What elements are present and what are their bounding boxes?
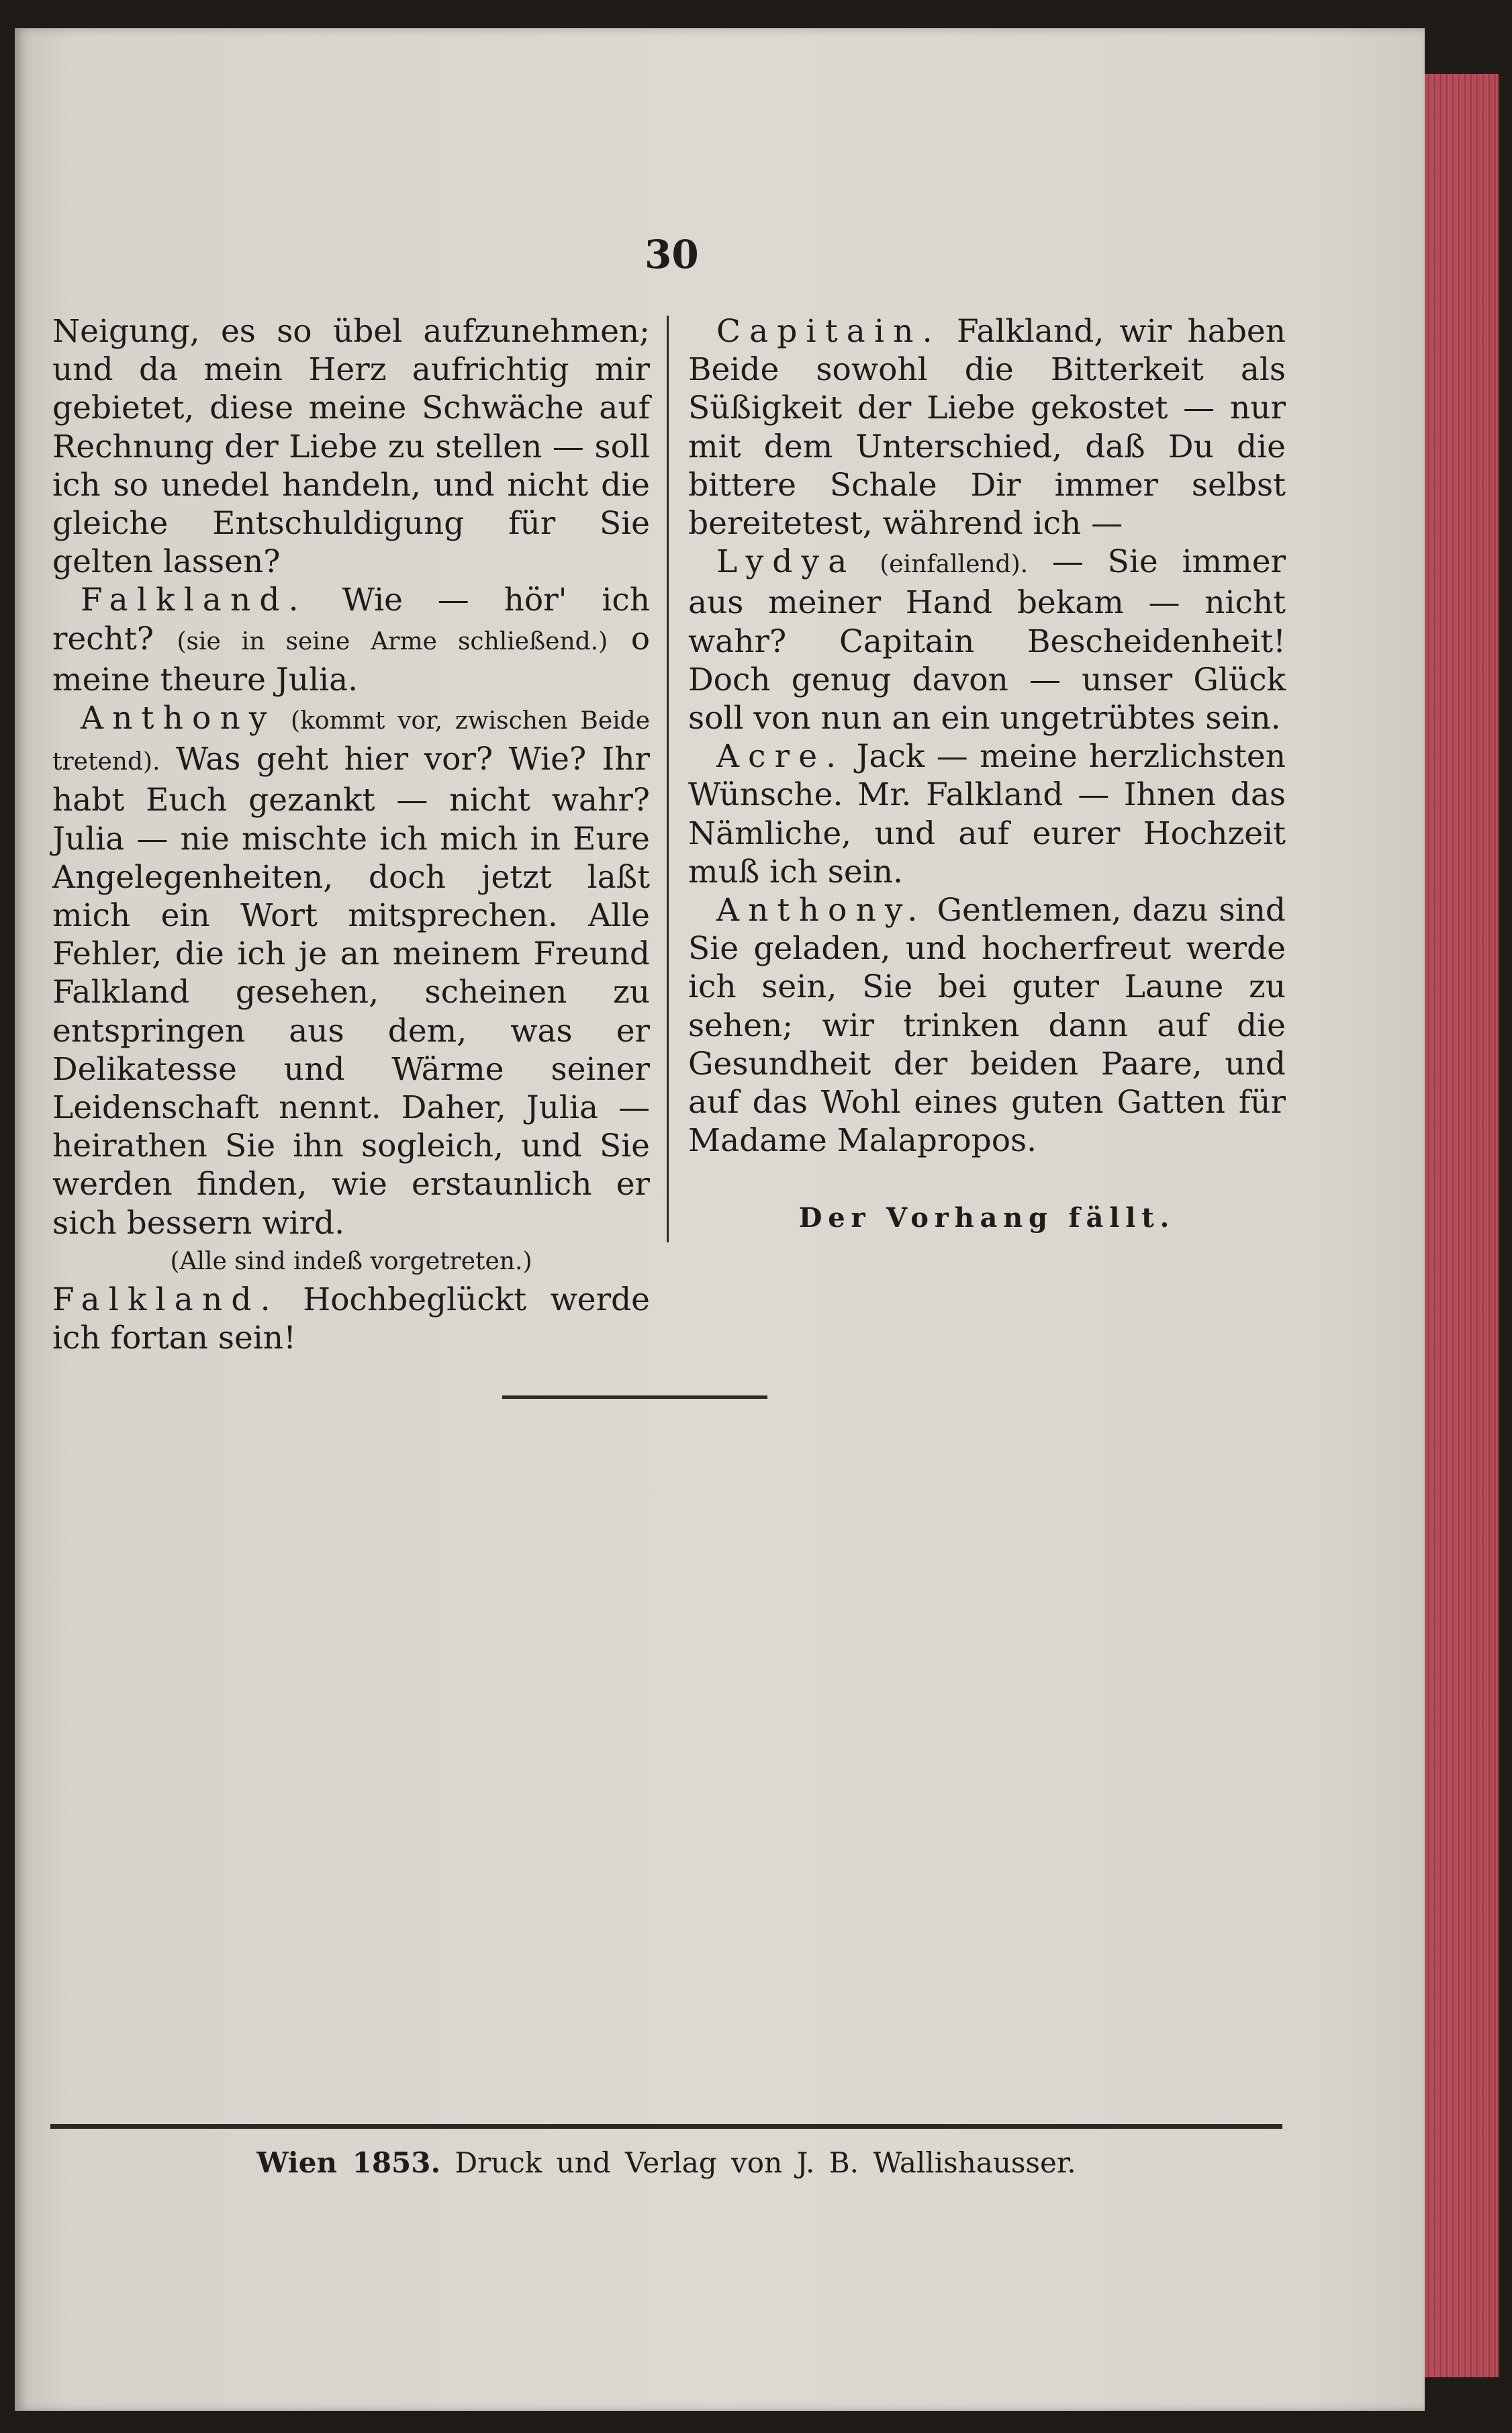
left-paragraph-5 [52,1281,650,1357]
dialogue-text: Wie — hör' ich recht? [52,582,650,657]
imprint-text: Druck und Verlag von J. B. Wallishausser. [455,2146,1076,2179]
dialogue-text: — Sie immer aus meiner Hand bekam — nicht wahr? Capitain Bescheidenheit! Doch genug davon — unser Glück soll von nun an ein ungetrübtes sein. [688,543,1286,737]
dialogue-text: Was geht hier vor? Wie? Ihr habt Euch gezankt — nicht wahr? Julia — nie mischte ich mich in Eure Angelegenheiten, doch jetzt laßt mich ein Wort mitsprechen. Alle Fehler, die ich je an meinem Freund Falkland gesehen, scheinen zu entspringen aus dem, was er Delikatesse und Wärme seiner Leidenschaft nennt. Daher, Julia — heirathen Sie ihn sogleich, und Sie werden finden, wie erstaunlich er sich bessern wird. [52,741,650,1242]
left-paragraph-3 [52,699,650,1242]
right-paragraph-3 [688,737,1286,891]
footer-rule [50,2124,1282,2129]
speaker-anthony: Anthony [81,700,276,737]
stage-direction: (kommt vor, zwischen Beide tretend). [52,707,650,776]
book-page-edges [1425,74,1499,2377]
right-column [688,312,1286,1238]
speaker-falkland: Falkland. [52,1281,279,1319]
speaker-falkland: Falkland. [81,582,308,619]
speaker-lydya: Lydya [716,543,856,581]
dialogue-text: Falkland, wir haben Beide sowohl die Bitterkeit als Süßigkeit der Liebe gekostet — nur mit dem Unterschied, daß Du die bittere Schale Dir immer selbst bereitetest, während ich — [688,313,1286,543]
end-rule [502,1395,767,1399]
right-paragraph-4 [688,891,1286,1160]
left-paragraph-2 [52,581,650,699]
speaker-acre: Acre. [716,738,845,776]
column-divider [667,316,669,1242]
imprint-place-year: Wien 1853. [256,2146,441,2179]
printer-imprint [50,2146,1282,2179]
page-number: 30 [645,232,699,277]
dialogue-text: Hochbeglückt werde ich fortan sein! [52,1281,650,1357]
stage-direction: (einfallend). [880,551,1029,579]
right-paragraph-2 [688,543,1286,737]
left-column [52,312,650,1357]
left-paragraph-1: Neigung, es so übel aufzunehmen; und da mein Herz aufrichtig mir gebietet, diese meine Schwäche auf Rechnung der Liebe zu stellen — soll ich so unedel handeln, und nicht die gleiche Entschuldigung für Sie gelten lassen? [52,313,650,581]
dialogue-text: Jack — meine herzlichsten Wünsche. Mr. Falkland — Ihnen das Nämliche, und auf eurer Hochzeit muß ich sein. [688,738,1286,890]
stage-direction: (sie in seine Arme schließend.) [177,627,608,655]
stage-direction-line: (Alle sind indeß vorgetreten.) [170,1247,532,1275]
right-paragraph-1 [688,312,1286,543]
speaker-anthony: Anthony. [716,892,927,929]
dialogue-text: o meine theure Julia. [52,620,650,698]
dialogue-text: Gentlemen, dazu sind Sie geladen, und hocherfreut werde ich sein, Sie bei guter Laune zu sehen; wir trinken dann auf die Gesundheit der beiden Paare, und auf das Wohl eines guten Gatten für Madame Malapropos. [688,892,1286,1160]
curtain-line: Der Vorhang fällt. [798,1202,1176,1234]
speaker-capitain: Capitain. [716,313,941,350]
